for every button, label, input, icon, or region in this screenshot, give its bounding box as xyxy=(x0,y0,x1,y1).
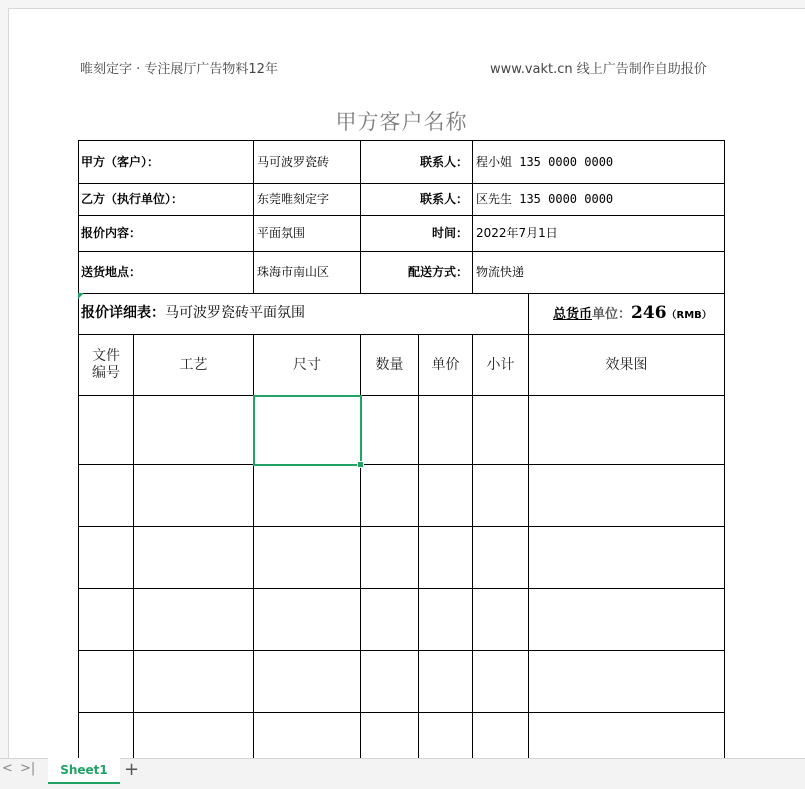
contractor-contact-value[interactable]: 区先生 135 0000 0000 xyxy=(476,192,614,206)
client-label[interactable]: 甲方（客户）： xyxy=(81,155,160,169)
delivery-method-label[interactable]: 配送方式： xyxy=(407,265,468,279)
prev-sheet-icon[interactable]: < xyxy=(2,761,13,776)
sheet-tab-sheet1[interactable]: Sheet1 xyxy=(48,758,120,784)
contractor-contact-label[interactable]: 联系人： xyxy=(419,192,468,206)
contractor-label[interactable]: 乙方（执行单位）： xyxy=(81,192,184,206)
comment-indicator xyxy=(78,293,84,299)
sheet-tab-bar xyxy=(0,758,805,789)
detail-value: 马可波罗瓷砖平面氛围 xyxy=(165,305,305,321)
header-left-text: 唯刻定字 · 专注展厅广告物料12年 xyxy=(80,62,278,77)
date-value[interactable]: 2022年7月1日 xyxy=(476,226,558,240)
selected-cell[interactable] xyxy=(253,395,362,466)
unit-label: 单位： xyxy=(592,307,632,322)
total-value: 246 xyxy=(631,303,667,323)
total-currency-label: 总货币 xyxy=(553,307,593,322)
col-subtotal[interactable]: 小计 xyxy=(486,356,515,373)
col-craft[interactable]: 工艺 xyxy=(179,356,208,373)
document-title[interactable]: 甲方客户名称 xyxy=(335,110,468,134)
total-cell[interactable] xyxy=(553,305,712,324)
col-file-number[interactable]: 文件 编号 xyxy=(92,348,120,381)
add-sheet-icon[interactable]: + xyxy=(124,759,140,780)
quote-content-label[interactable]: 报价内容： xyxy=(81,226,142,240)
detail-row[interactable] xyxy=(81,305,305,321)
client-value[interactable]: 马可波罗瓷砖 xyxy=(257,155,330,169)
col-size[interactable]: 尺寸 xyxy=(293,356,321,373)
client-contact-label[interactable]: 联系人： xyxy=(419,155,468,169)
last-sheet-icon[interactable]: >| xyxy=(20,761,36,776)
currency-label: （RMB） xyxy=(666,310,712,321)
delivery-address-label[interactable]: 送货地点： xyxy=(81,265,142,279)
col-quantity[interactable]: 数量 xyxy=(375,356,404,373)
delivery-method-value[interactable]: 物流快递 xyxy=(476,265,525,279)
contractor-value[interactable]: 东莞唯刻定字 xyxy=(257,192,330,206)
client-contact-value[interactable]: 程小姐 135 0000 0000 xyxy=(476,155,614,169)
quote-content-value[interactable]: 平面氛围 xyxy=(257,226,306,240)
delivery-address-value[interactable]: 珠海市南山区 xyxy=(257,265,330,279)
col-preview[interactable]: 效果图 xyxy=(605,356,648,373)
col-unit-price[interactable]: 单价 xyxy=(431,356,460,373)
header-right-text: www.vakt.cn 线上广告制作自助报价 xyxy=(490,62,707,77)
fill-handle[interactable] xyxy=(357,461,364,468)
detail-label: 报价详细表： xyxy=(81,305,165,321)
date-label[interactable]: 时间： xyxy=(431,226,468,240)
